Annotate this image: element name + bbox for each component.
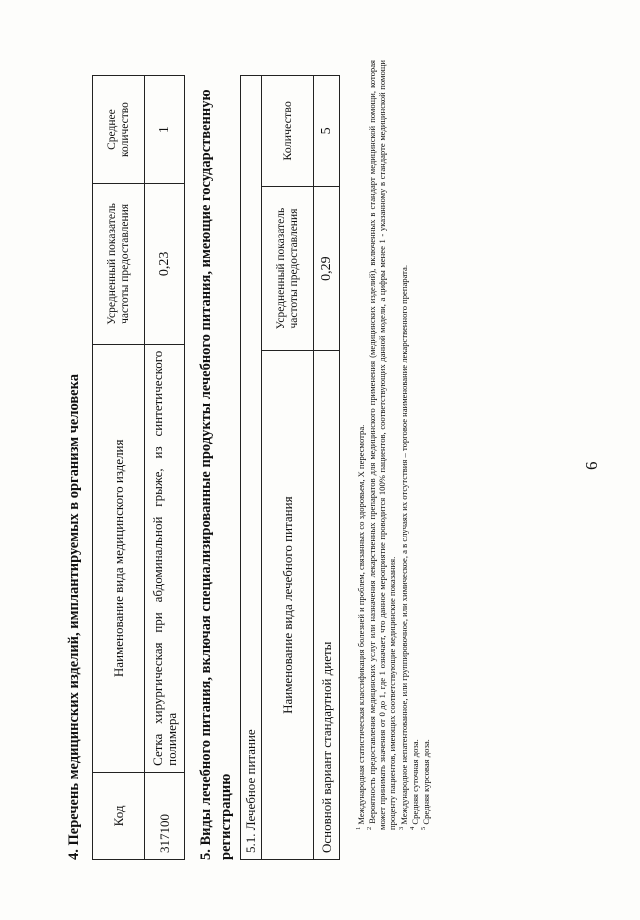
cell-name: Сетка хирургическая при абдоминальной грыже, из синтетического полимера bbox=[145, 344, 185, 772]
footnote-2: $^2$ Вероятность предоставления медицинских услуг или назначения лекарственных препаратов для медицинского применения (медицинских изделий), включенных в стандарт медицинской помощи, которая может принимать значения от 0 до 1, где 1 означает, что данное мероприятие проводится 100% пациентов, соответствующих данной модели, а цифры менее 1 - указанному в стандарте медицинской помощи проценту пациентов, имеющих соответствующие медицинские показания. bbox=[366, 60, 398, 830]
section-5-title-cont: регистрацию bbox=[218, 773, 234, 860]
cell-freq: 0,23 bbox=[145, 184, 185, 345]
section-5-title: 5. Виды лечебного питания, включая специализированные продукты лечебного питания, имеющие государственную bbox=[198, 89, 214, 860]
footnote-4: $^4$ Средняя суточная доза. bbox=[409, 739, 420, 830]
table-subheader-row bbox=[241, 76, 262, 860]
header-qty: Количество bbox=[262, 76, 314, 187]
subsection-title: 5.1. Лечебное питание bbox=[241, 76, 262, 860]
nutrition-table bbox=[240, 75, 340, 860]
table-header-row bbox=[262, 76, 314, 860]
table-row bbox=[314, 76, 340, 860]
cell-name: Основной вариант стандартной диеты bbox=[314, 351, 340, 860]
page-number: 6 bbox=[582, 461, 601, 470]
header-freq: Усредненный показатель частоты предоставления bbox=[93, 184, 145, 345]
cell-code: 317100 bbox=[145, 772, 185, 859]
implants-table bbox=[92, 75, 185, 860]
table-header-row bbox=[93, 76, 145, 860]
table-row bbox=[145, 76, 185, 860]
header-avg: Среднее количество bbox=[93, 76, 145, 184]
footnote-5: $^5$ Средняя курсовая доза. bbox=[420, 739, 431, 830]
header-code: Код bbox=[93, 772, 145, 859]
header-name: Наименование вида медицинского изделия bbox=[93, 344, 145, 772]
cell-qty: 5 bbox=[314, 76, 340, 187]
cell-avg: 1 bbox=[145, 76, 185, 184]
section-4-title: 4. Перечень медицинских изделий, имплантируемых в организм человека bbox=[66, 373, 82, 860]
footnote-1: $^1$ Международная статистическая классификация болезней и проблем, связанных со здоровьем, X пересмотра. bbox=[355, 424, 366, 830]
footnote-3: $^3$ Международное непатентованное, или группировочное, или химическое, а в случаях их отсутствия – торговое наименование лекарственного препарата. bbox=[398, 264, 409, 830]
header-name: Наименование вида лечебного питания bbox=[262, 351, 314, 860]
cell-freq: 0,29 bbox=[314, 186, 340, 351]
header-freq: Усредненный показатель частоты предоставления bbox=[262, 186, 314, 351]
